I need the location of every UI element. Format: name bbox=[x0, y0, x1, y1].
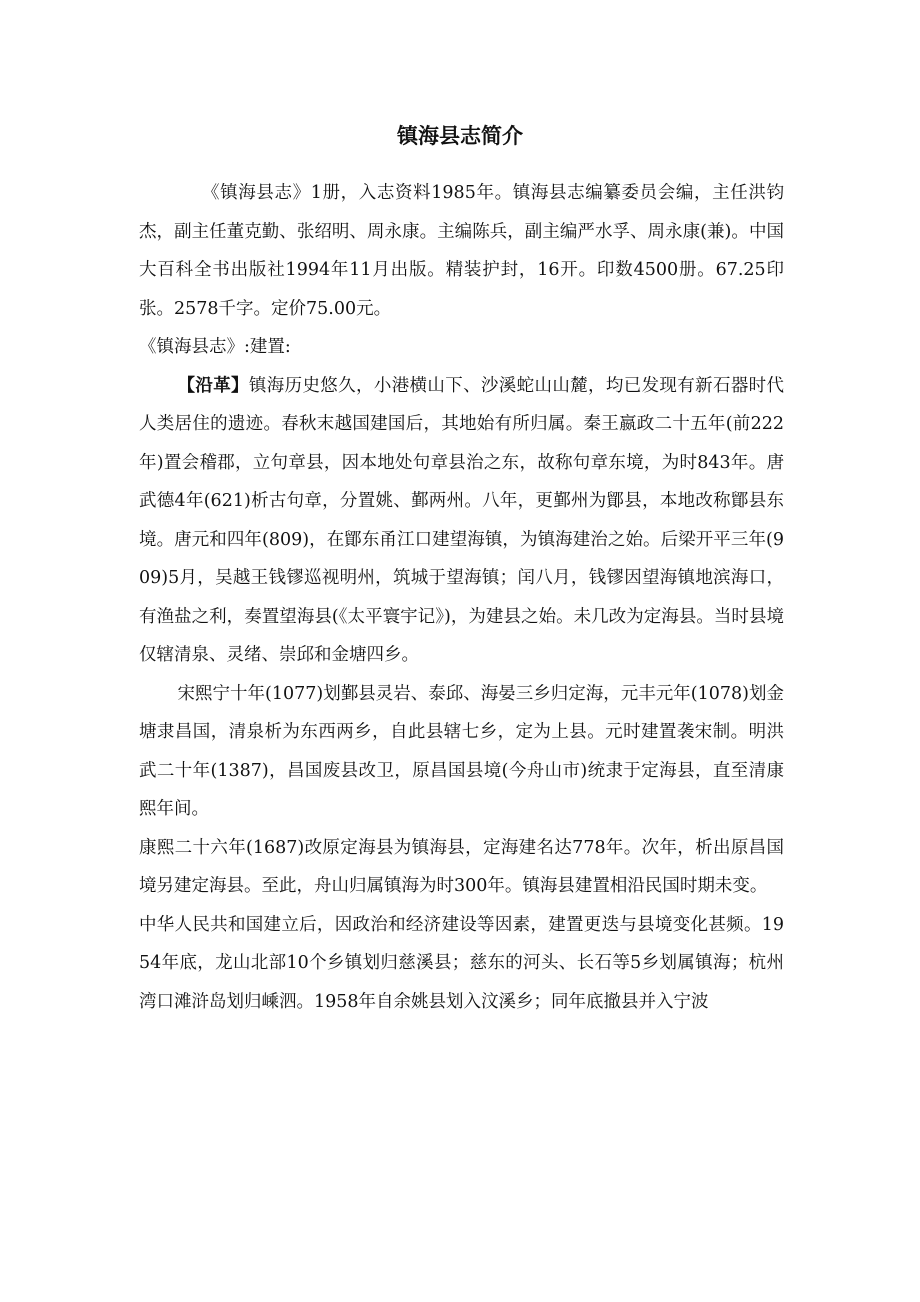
history-text: 镇海历史悠久，小港横山下、沙溪蛇山山麓，均已发现有新石器时代人类居住的遗迹。春秋末越国建国后，其地始有所归属。秦王嬴政二十五年(前222年)置会稽郡，立句章县，因本地处句章县治之东，故称句章东境，为时843年。唐武德4年(621)析古句章，分置姚、鄞两州。八年，更鄞州为鄮县，本地改称鄮县东境。唐元和四年(809)，在鄮东甬江口建望海镇，为镇海建治之始。后梁开平三年(909)5月，吴越王钱镠巡视明州，筑城于望海镇；闰八月，钱镠因望海镇地滨海口，有渔盐之利，奏置望海县(《太平寰宇记》)，为建县之始。未几改为定海县。当时县境仅辖清泉、灵绪、崇邱和金塘四乡。 bbox=[139, 375, 785, 665]
song-ming-paragraph: 宋熙宁十年(1077)划鄞县灵岩、泰邱、海晏三乡归定海，元丰元年(1078)划金塘隶昌国，清泉析为东西两乡，自此县辖七乡，定为上县。元时建置袭宋制。明洪武二十年(1387)，昌国废县改卫，原昌国县境(今舟山市)统隶于定海县，直至清康熙年间。 bbox=[139, 683, 784, 819]
document-body bbox=[139, 174, 784, 1021]
document-title: 镇海县志简介 bbox=[397, 124, 523, 148]
history-label: 【沿革】 bbox=[177, 375, 249, 396]
intro-paragraph: 《镇海县志》1册，入志资料1985年。镇海县志编纂委员会编，主任洪钧杰，副主任董克勤、张绍明、周永康。主编陈兵，副主编严水孚、周永康(兼)。中国大百科全书出版社1994年11月出版。精装护封，16开。印数4500册。67.25印张。2578千字。定价75.00元。 bbox=[139, 183, 784, 319]
section-heading: 《镇海县志》:建置: bbox=[139, 337, 291, 357]
prc-paragraph: 中华人民共和国建立后，因政治和经济建设等因素，建置更迭与县境变化甚频。1954年底，龙山北部10个乡镇划归慈溪县；慈东的河头、长石等5乡划属镇海；杭州湾口滩浒岛划归嵊泗。1958年自余姚县划入汶溪乡；同年底撤县并入宁波 bbox=[139, 914, 784, 1012]
kangxi-paragraph: 康熙二十六年(1687)改原定海县为镇海县，定海建名达778年。次年，析出原昌国境另建定海县。至此，舟山归属镇海为时300年。镇海县建置相沿民国时期未变。 bbox=[139, 837, 784, 896]
history-paragraph bbox=[139, 367, 784, 675]
